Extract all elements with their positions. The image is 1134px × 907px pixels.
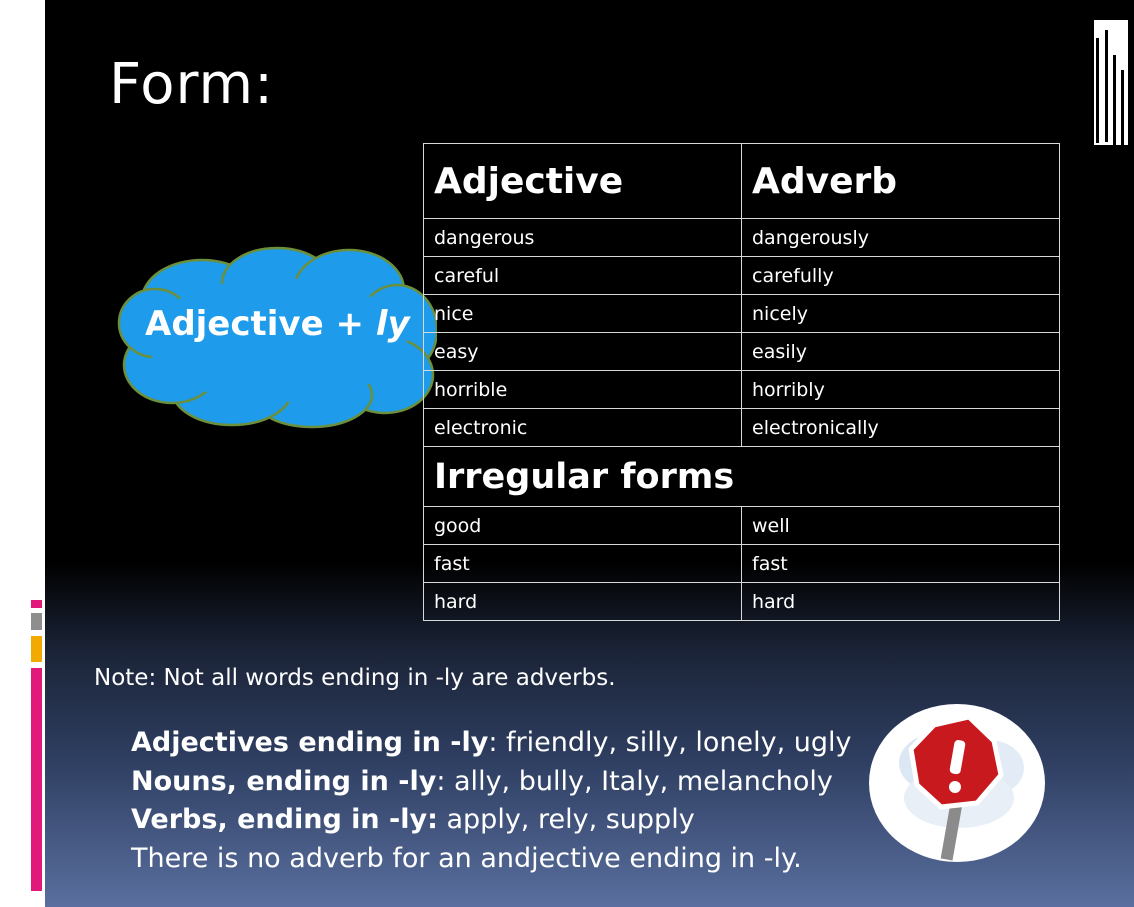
table-row [424, 257, 1060, 295]
adverb-cell: dangerously [742, 219, 1060, 257]
cloud-label: Adjective + ly [145, 304, 410, 344]
adjective-cell: electronic [424, 409, 742, 447]
adverb-cell: hard [742, 583, 1060, 621]
corner-decoration [1094, 0, 1134, 150]
adverb-cell: electronically [742, 409, 1060, 447]
adjective-adverb-table [423, 143, 1060, 621]
example-adjectives: Adjectives ending in -ly: friendly, silly, lonely, ugly [131, 727, 852, 758]
adverb-cell: fast [742, 545, 1060, 583]
table-row [424, 333, 1060, 371]
table-row [424, 507, 1060, 545]
adjective-cell: careful [424, 257, 742, 295]
table-header-row [424, 144, 1060, 219]
warning-sign-icon [869, 703, 1049, 863]
adjective-cell: easy [424, 333, 742, 371]
adverb-cell: nicely [742, 295, 1060, 333]
example-nouns: Nouns, ending in -ly: ally, bully, Italy, melancholy [131, 765, 833, 797]
header-adverb: Adverb [742, 144, 1060, 219]
adjective-cell: nice [424, 295, 742, 333]
header-adjective: Adjective [424, 144, 742, 219]
irregular-heading-row [424, 447, 1060, 507]
adjective-cell: good [424, 507, 742, 545]
adverb-cell: horribly [742, 371, 1060, 409]
slide-title: Form: [109, 52, 274, 117]
table-row [424, 545, 1060, 583]
table-row [424, 409, 1060, 447]
adjective-cell: fast [424, 545, 742, 583]
adverb-cell: well [742, 507, 1060, 545]
adverb-cell: carefully [742, 257, 1060, 295]
closing-text: There is no adverb for an andjective ending in -ly. [131, 842, 802, 874]
examples-block [131, 724, 851, 878]
table-row [424, 371, 1060, 409]
table-row [424, 583, 1060, 621]
table-row [424, 295, 1060, 333]
adverb-cell: easily [742, 333, 1060, 371]
adjective-cell: hard [424, 583, 742, 621]
note-text: Note: Not all words ending in -ly are adverbs. [94, 665, 616, 691]
adjective-cell: horrible [424, 371, 742, 409]
irregular-heading: Irregular forms [424, 447, 1060, 507]
example-verbs: Verbs, ending in -ly: apply, rely, supply [131, 804, 695, 835]
adjective-cell: dangerous [424, 219, 742, 257]
table-row [424, 219, 1060, 257]
